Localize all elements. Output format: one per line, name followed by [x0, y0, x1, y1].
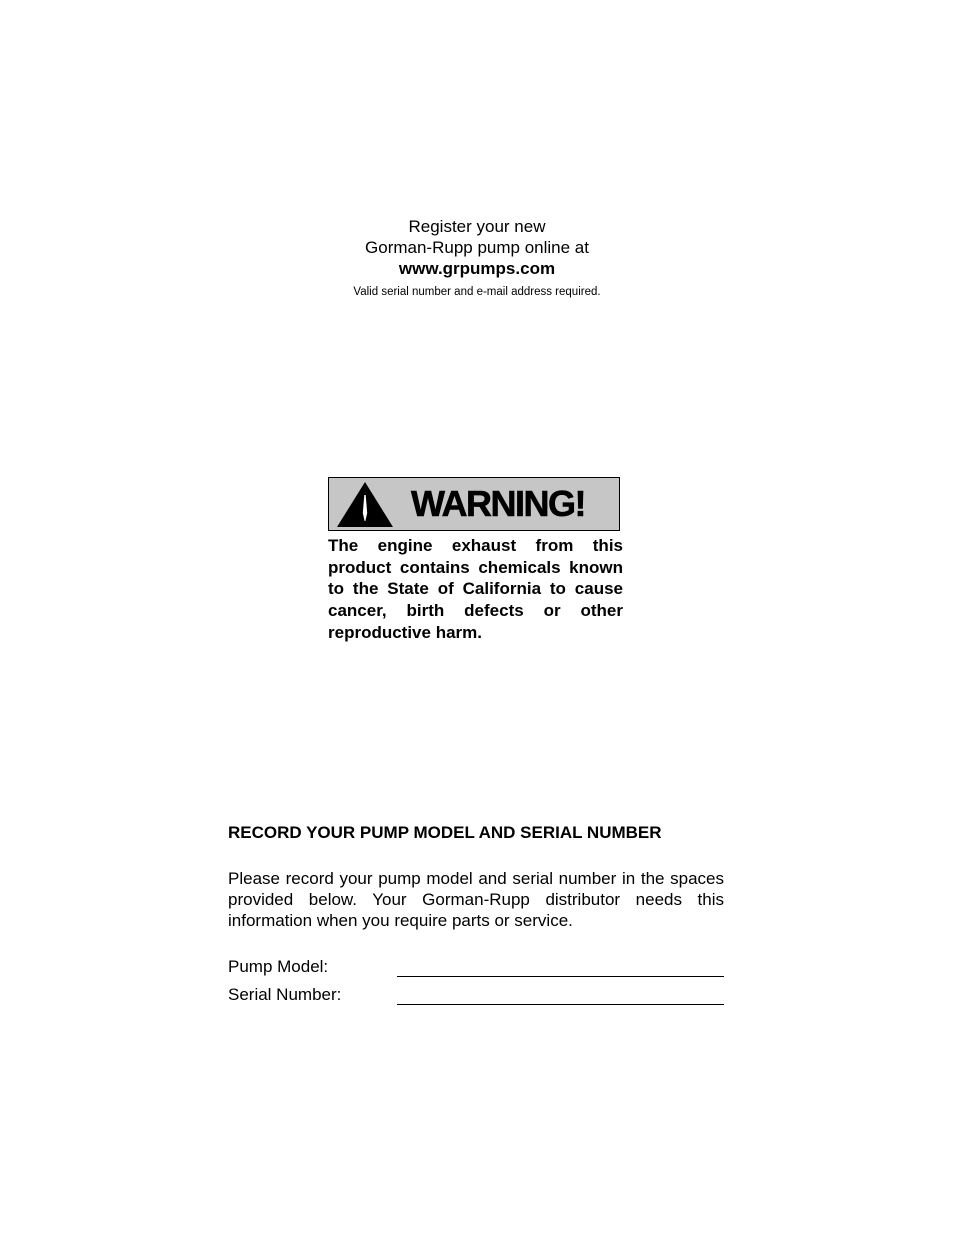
warning-banner: [328, 477, 620, 531]
warning-triangle-icon: [336, 481, 394, 527]
record-heading: RECORD YOUR PUMP MODEL AND SERIAL NUMBER: [228, 823, 662, 842]
registration-line-1: Register your new: [408, 217, 546, 236]
registration-line-2: Gorman-Rupp pump online at: [365, 238, 589, 257]
pump-model-field[interactable]: [397, 976, 724, 977]
registration-block: [0, 216, 954, 299]
serial-number-row: [228, 984, 724, 1006]
serial-number-field[interactable]: [397, 1004, 724, 1005]
record-instructions: Please record your pump model and serial number in the spaces provided below. Your Gorman-Rupp distributor needs this information when you require parts or service.: [228, 869, 724, 930]
registration-note: Valid serial number and e-mail address required.: [353, 286, 601, 298]
warning-title: WARNING!: [411, 483, 585, 524]
serial-number-label: Serial Number:: [228, 985, 342, 1004]
registration-url[interactable]: www.grpumps.com: [398, 259, 556, 278]
pump-model-row: [228, 956, 724, 978]
warning-message: The engine exhaust from this product contains chemicals known to the State of California to cause cancer, birth defects or other reproductive harm.: [328, 536, 623, 642]
pump-model-label: Pump Model:: [228, 957, 329, 976]
